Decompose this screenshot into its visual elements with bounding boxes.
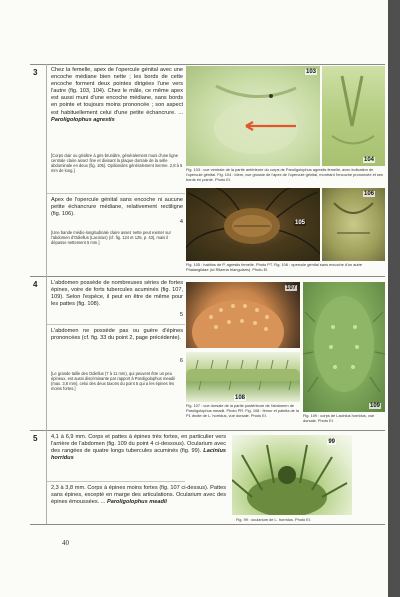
figure-label: 107	[285, 285, 296, 291]
couplet-text: Apex de l'opercule génital sans encoche ni aucune petite échancrure médiane, relativement rectiligne (fig. 106).	[51, 197, 183, 218]
couplet-body: 2,3 à 3,8 mm. Corps à épines moins fortes (fig. 107 ci-dessus). Pattes sans épines, excepté en marge des articulations. Ocularium avec des épines émoussées. ...	[51, 485, 226, 506]
subrule	[47, 193, 185, 194]
figure-caption: Fig. 105 : habitus de P. agrestis femelle. Photo PT. Fig. 106 : opercule génital sans encoche d'un autre Phalangiidae (ici Rilaena triangularis). Photo EI.	[186, 262, 363, 272]
figure-107-photo	[186, 282, 300, 348]
couplet-lead: 4	[179, 219, 183, 225]
section-rule	[30, 430, 385, 431]
figure-label: 103	[305, 69, 316, 75]
couplet-text: L'abdomen ne possède pas ou guère d'épines prononcées (cf. fig. 33 du point 2, page précédente).	[51, 328, 183, 342]
figure-caption: Fig. 107 : vue dorsale de la partie postérieure de l'abdomen de Paroligolophus meadii. Photo PR. Fig. 108 : fémur et patella de la P1 droite de L. horridus, vue dorsale. Photo EI.	[186, 403, 299, 418]
figure-label: 106	[363, 191, 374, 197]
couplet-text	[51, 485, 226, 506]
couplet-text	[51, 67, 183, 124]
figure-label: 108	[235, 395, 246, 401]
figure-99-photo	[232, 435, 352, 515]
figure-104-photo	[322, 66, 385, 166]
subrule	[47, 481, 185, 482]
page-number: 40	[62, 539, 69, 547]
section-rule	[30, 524, 385, 525]
species-result: Lacinius horridus	[51, 448, 226, 462]
couplet-note: [Corps clair ou grisâtre à gris-brunâtre, généralement muni d'une ligne centrale claire assez fine et divisant la plaque dorsale de la selle abdominale en deux (fig. 105). Opilionides généralement inerme. 2,8 à 5 mm de long.]	[51, 153, 183, 174]
couplet-number: 5	[33, 434, 38, 443]
figure-label: 105	[294, 220, 305, 226]
couplet-note: [Une bande médio-longitudinale claire assez nette peut exister sur l'abdomen d'Odiellus (Lacinius) (cf. fig. 124 et 125, p. 43), mais il dépasse nettement 5 mm.]	[51, 230, 171, 246]
species-result: Paroligolophus meadii	[106, 499, 167, 506]
figure-caption: Fig. 109 : corps de Lacinius horridus, vue dorsale. Photo EI.	[303, 413, 375, 423]
couplet-lead: 5	[179, 312, 183, 318]
figure-caption: Fig. 99 : ocularium de L. horridus. Photo EI.	[236, 517, 312, 522]
figure-103-photo	[186, 66, 320, 166]
figure-108-photo	[186, 352, 300, 402]
species-result: Paroligolophus agrestis	[51, 116, 115, 123]
couplet-lead: 6	[179, 358, 183, 364]
subrule	[47, 324, 185, 325]
figure-105-photo	[186, 188, 320, 261]
figure-caption: Fig. 103 : vue ventrale de la partie antérieure du corps de Paroligolophus agrestis femelle, avec indication de l'opercule génital. Fig. 104 : idem, vue grossie de l'apex de l'opercule génital, montrant l'encoche prononcée et ses bords en pointe. Photo EI.	[186, 167, 383, 182]
couplet-note: [Le grande taille des Odiellus (7 à 11 mm), qui peuvent être un peu épineux, est aussi discriminante par rapport à Paroligolophus meadii (max. 3,8 mm), celui des deux taxons du point 5 qui a les épines les moins fortes.]	[51, 371, 176, 392]
section-rule	[30, 276, 385, 277]
figure-106-photo	[322, 188, 385, 261]
section-rule	[30, 64, 385, 65]
couplet-body: 4,1 à 6,9 mm. Corps et pattes à épines très fortes, en particulier vers l'arrière de l'abdomen (fig. 109 du point 4 ci-dessous). Ocularium avec des rangées de quatre longs tubercules acuminés (fig. 99).	[51, 434, 226, 455]
figure-label: 109	[369, 403, 380, 409]
couplet-number: 4	[33, 280, 38, 289]
column-rule	[46, 64, 47, 524]
figure-109-photo	[303, 282, 385, 412]
couplet-number: 3	[33, 68, 38, 77]
couplet-text	[51, 434, 226, 462]
figure-label: 104	[363, 157, 374, 163]
couplet-text: L'abdomen possède de nombreuses séries de fortes épines, voire de forts tubercules acuminés (fig. 107, 109). Selon l'espèce, il peut en être de même pour les pattes (fig. 108).	[51, 280, 183, 308]
figure-label: 99	[328, 439, 335, 445]
page-gutter	[388, 0, 400, 597]
couplet-body: Chez la femelle, apex de l'opercule génital avec une encoche médiane bien nette ; les bords de cette encoche forment deux pointes dirigées l'une vers l'autre (fig. 103, 104). Chez le mâle, ce même apex est aussi muni d'une encoche médiane, sans bords en pointe et toujours moins prononcée ; son aspect est habituellement celui d'une petite échancrure. ...	[51, 67, 183, 116]
